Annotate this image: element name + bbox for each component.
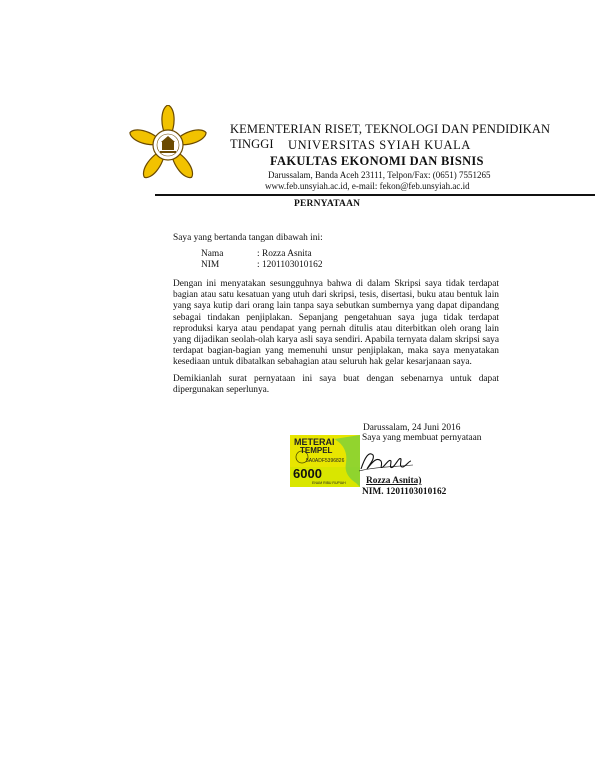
university-logo: [120, 105, 215, 185]
revenue-stamp: [290, 435, 360, 487]
stamp-line1: METERAI: [294, 437, 335, 447]
stamp-sub: ENAM RIBU RUPIAH: [312, 481, 346, 485]
field-label: NIM: [201, 260, 220, 271]
closing-paragraph: Demikianlah surat pernyataan ini saya buat dengan sebenarnya untuk dapat dipergunakan seperlunya.: [173, 374, 499, 396]
stamp-amount: 6000: [293, 466, 322, 481]
signer-name: Rozza Asnita): [366, 476, 422, 486]
handwritten-signature: [355, 447, 415, 475]
signer-caption: Saya yang membuat pernyataan: [362, 433, 482, 443]
university-name: UNIVERSITAS SYIAH KUALA: [288, 138, 471, 152]
field-value: : 1201103010162: [257, 260, 323, 271]
field-row-nim: [201, 260, 323, 271]
place-date: Darussalam, 24 Juni 2016: [363, 423, 461, 433]
contact-line: www.feb.unsyiah.ac.id, e-mail: fekon@feb.unsyiah.ac.id: [265, 181, 470, 191]
address-line: Darussalam, Banda Aceh 23111, Telpon/Fax: (0651) 7551265: [268, 170, 491, 180]
field-label: Nama: [201, 249, 224, 259]
identity-fields: [201, 249, 323, 271]
ministry-name: KEMENTERIAN RISET, TEKNOLOGI DAN PENDIDIKAN TINGGI: [230, 122, 551, 151]
faculty-name: FAKULTAS EKONOMI DAN BISNIS: [270, 154, 484, 168]
field-value: : Rozza Asnita: [257, 249, 312, 259]
signer-nim: NIM. 1201103010162: [362, 487, 447, 497]
stamp-line2: TEMPEL: [300, 446, 333, 455]
stamp-serial: 5A0ADF5396826: [306, 458, 345, 464]
header-divider: [155, 194, 595, 196]
field-row-name: [201, 249, 323, 260]
statement-paragraph: Dengan ini menyatakan sesungguhnya bahwa di dalam Skripsi saya tidak terdapat bagian atau satu kesatuan yang utuh dari skripsi, tesis, disertasi, buku atau bentuk lain yang saya kutip dari orang lain tanpa saya sebutkan sumbernya yang dapat dipandang sebagai tindakan penjiplakan. Sepanjang pengetahuan saya juga tidak terdapat reproduksi karya atau pendapat yang pernah ditulis atau diterbitkan oleh orang lain yang dijadikan seolah-olah karya asli saya sendiri. Apabila ternyata dalam skripsi saya terdapat bagian-bagian yang memenuhi unsur penjiplakan, maka saya menyatakan kesediaan untuk dibatalkan sebahagian atau seluruh hak gelar kesarjanaan saya.: [173, 279, 499, 368]
document-title: PERNYATAAN: [294, 199, 361, 209]
intro-text: Saya yang bertanda tangan dibawah ini:: [173, 233, 323, 243]
